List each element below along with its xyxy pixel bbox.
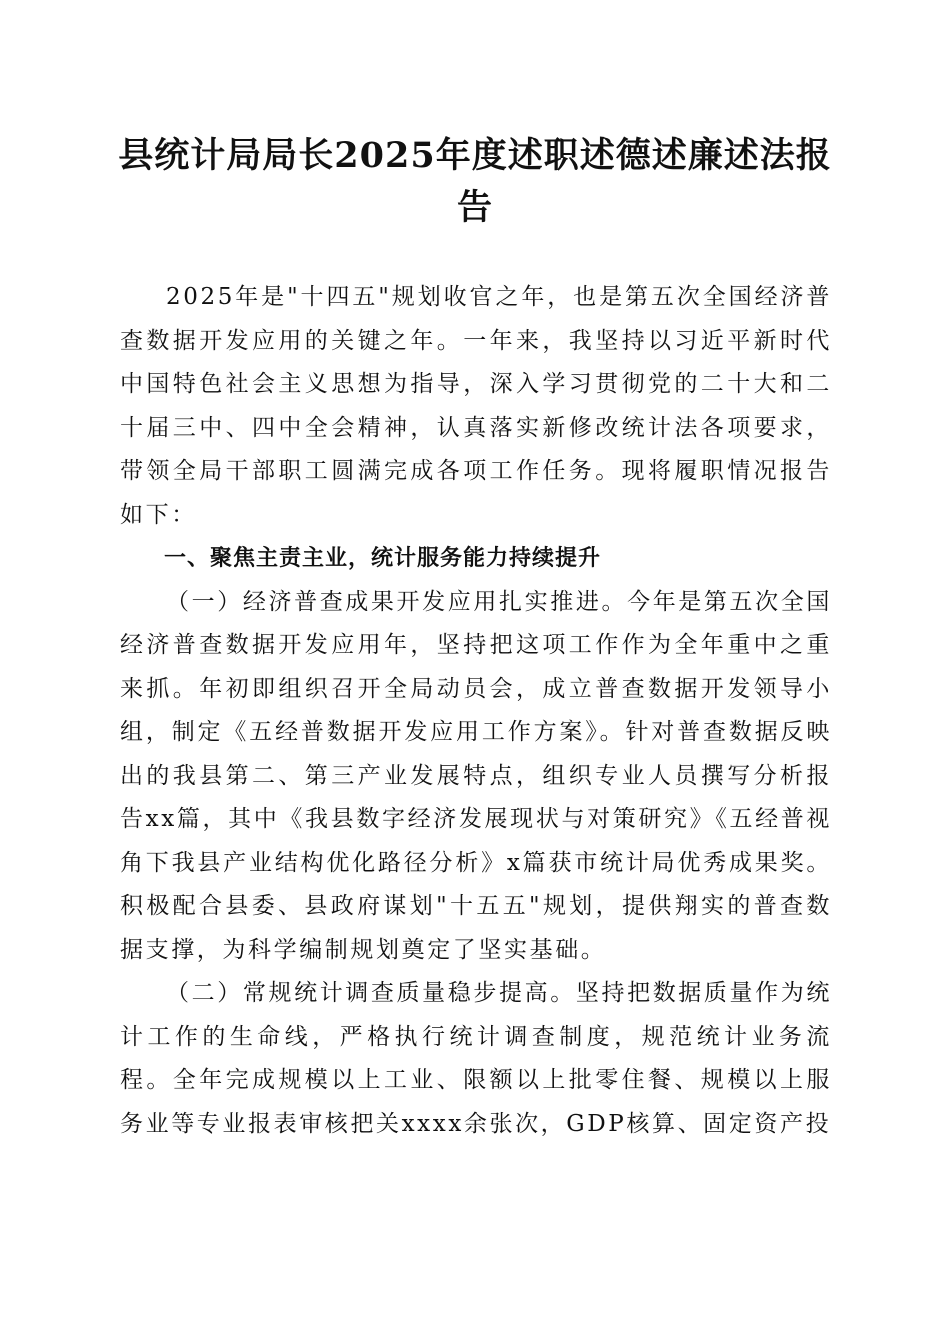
subsection-paragraph-2: （二）常规统计调查质量稳步提高。坚持把数据质量作为统计工作的生命线，严格执行统计调查制度，规范统计业务流程。全年完成规模以上工业、限额以上批零住餐、规模以上服务业等专业报表审核把关xxxx余张次，GDP核算、固定资产投 <box>120 980 832 1137</box>
document-title: 县统计局局长2025年度述职述德述廉述法报告 <box>118 135 832 228</box>
subsection-paragraph-1: （一）经济普查成果开发应用扎实推进。今年是第五次全国经济普查数据开发应用年，坚持把这项工作作为全年重中之重来抓。年初即组织召开全局动员会，成立普查数据开发领导小组，制定《五经普数据开发应用工作方案》。针对普查数据反映出的我县第二、第三产业发展特点，组织专业人员撰写分析报告xx篇，其中《我县数字经济发展现状与对策研究》《五经普视角下我县产业结构优化路径分析》x篇获市统计局优秀成果奖。积极配合县委、县政府谋划"十五五"规划，提供翔实的普查数据支撑，为科学编制规划奠定了坚实基础。 <box>120 588 832 963</box>
intro-paragraph: 2025年是"十四五"规划收官之年，也是第五次全国经济普查数据开发应用的关键之年。一年来，我坚持以习近平新时代中国特色社会主义思想为指导，深入学习贯彻党的二十大和二十届三中、四中全会精神，认真落实新修改统计法各项要求，带领全局干部职工圆满完成各项工作任务。现将履职情况报告如下： <box>120 284 832 528</box>
section-heading-1: 一、聚焦主责主业，统计服务能力持续提升 <box>164 546 602 571</box>
document-body <box>120 276 832 1146</box>
